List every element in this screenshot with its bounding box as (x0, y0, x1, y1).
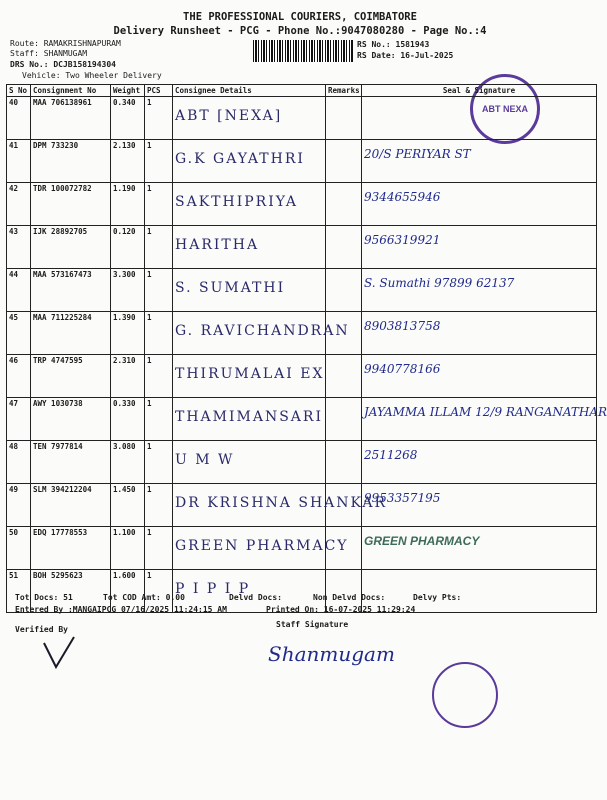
table-row (7, 312, 597, 355)
drs-value: DCJB158194304 (53, 60, 116, 69)
row-consignee-cell (173, 312, 350, 355)
row-consignee: HARITHA (175, 237, 260, 253)
row-weight: 0.330 (111, 398, 145, 441)
row-consignment: MAA 711225284 (31, 312, 111, 355)
tot-cod-amt: Tot COD Amt: 0.00 (103, 593, 185, 602)
vehicle-label: Vehicle: (22, 71, 61, 80)
row-weight: 3.080 (111, 441, 145, 484)
row-sno: 48 (7, 441, 31, 484)
row-pcs: 1 (145, 140, 173, 183)
row-seal-cell (362, 97, 597, 140)
barcode-image (253, 40, 353, 62)
row-seal-cell (362, 226, 597, 269)
table-row (7, 398, 597, 441)
row-consignee-cell (173, 355, 326, 398)
row-pcs: 1 (145, 312, 173, 355)
row-signature: 20/S PERIYAR ST (364, 147, 471, 161)
staff-value: SHANMUGAM (43, 49, 88, 58)
row-consignee: SAKTHIPRIYA (175, 194, 298, 210)
vehicle-line (22, 71, 162, 80)
row-consignee: P I P I P (175, 581, 251, 597)
row-consignment: DPM 733230 (31, 140, 111, 183)
row-consignee: U M W (175, 452, 235, 468)
verified-by-label: Verified By (15, 625, 68, 634)
company-title: THE PROFESSIONAL COURIERS, COIMBATORE (183, 11, 417, 23)
row-pcs: 1 (145, 441, 173, 484)
table-row (7, 183, 597, 226)
table-row (7, 140, 597, 183)
row-pcs: 1 (145, 97, 173, 140)
row-weight: 1.390 (111, 312, 145, 355)
row-pcs: 1 (145, 484, 173, 527)
table-row (7, 97, 597, 140)
staff-label: Staff: (10, 49, 39, 58)
row-pcs: 1 (145, 183, 173, 226)
staff-line (10, 49, 87, 58)
round-seal-stamp (432, 662, 498, 728)
row-signature: 2511268 (364, 448, 418, 462)
row-sno: 43 (7, 226, 31, 269)
row-consignee: S. SUMATHI (175, 280, 286, 296)
delvd-docs: Delvd Docs: (229, 593, 282, 602)
row-remarks (326, 183, 362, 226)
row-consignee-cell (173, 441, 326, 484)
col-seal: Seal & Signature (362, 85, 597, 97)
staff-signature-handwriting: Shanmugam (268, 642, 395, 666)
row-consignee-cell (173, 398, 326, 441)
runsheet-table (6, 84, 607, 613)
row-pcs: 1 (145, 226, 173, 269)
row-pcs: 1 (145, 570, 173, 613)
row-sno: 41 (7, 140, 31, 183)
vehicle-value: Two Wheeler Delivery (65, 71, 162, 80)
table-row (7, 226, 597, 269)
table-row (7, 269, 597, 312)
verified-checkmark (40, 635, 80, 671)
col-weight: Weight (111, 85, 145, 97)
printed-on: Printed On: 16-07-2025 11:29:24 (266, 605, 416, 614)
row-consignee: G. RAVICHANDRAN (175, 323, 350, 339)
row-seal-cell (362, 312, 597, 355)
rs-date-value: 16-Jul-2025 (400, 51, 454, 60)
row-consignee: THIRUMALAI EX (175, 366, 325, 382)
row-consignment: AWY 1030738 (31, 398, 111, 441)
row-remarks (326, 97, 362, 140)
non-delvd-docs: Non Delvd Docs: (313, 593, 386, 602)
col-remarks: Remarks (326, 85, 362, 97)
row-sno: 46 (7, 355, 31, 398)
row-consignee: GREEN PHARMACY (175, 538, 349, 554)
row-seal-cell (362, 441, 597, 484)
row-weight: 1.600 (111, 570, 145, 613)
row-weight: 0.340 (111, 97, 145, 140)
row-consignee-cell (173, 484, 388, 527)
row-consignment: TDR 100072782 (31, 183, 111, 226)
row-remarks (326, 226, 362, 269)
table-row (7, 484, 597, 527)
row-sno: 42 (7, 183, 31, 226)
row-sno: 49 (7, 484, 31, 527)
row-consignee-cell (173, 269, 326, 312)
rs-no-label: RS No.: (357, 40, 391, 49)
entered-by: Entered By :MANGAIPCG 07/16/2025 11:24:15 AM (15, 605, 227, 614)
row-sno: 50 (7, 527, 31, 570)
rs-no-value: 1581943 (395, 40, 430, 49)
row-seal-cell (362, 527, 597, 570)
row-remarks (326, 140, 362, 183)
row-remarks (326, 441, 362, 484)
row-pcs: 1 (145, 269, 173, 312)
drs-line (10, 60, 116, 69)
row-remarks (326, 269, 362, 312)
route-line (10, 39, 121, 48)
row-weight: 2.310 (111, 355, 145, 398)
row-sno: 51 (7, 570, 31, 613)
row-consignee: THAMIMANSARI (175, 409, 323, 425)
runsheet-subtitle: Delivery Runsheet - PCG - Phone No.:9047080280 - Page No.:4 (113, 25, 487, 37)
row-seal-cell (362, 355, 597, 398)
row-consignment: IJK 28892705 (31, 226, 111, 269)
table-row (7, 527, 597, 570)
row-consignee: DR KRISHNA SHANKAR (175, 495, 388, 511)
col-pcs: PCS (145, 85, 173, 97)
table-row (7, 355, 597, 398)
route-label: Route: (10, 39, 39, 48)
row-signature: 9953357195 (364, 491, 441, 505)
seal-text: ABT NEXA (481, 104, 528, 114)
tot-docs: Tot Docs: 51 (15, 593, 73, 602)
row-weight: 3.300 (111, 269, 145, 312)
drs-label: DRS No.: (10, 60, 49, 69)
row-consignment: MAA 706138961 (31, 97, 111, 140)
row-remarks (326, 355, 362, 398)
row-consignment: BOH 5295623 (31, 570, 111, 613)
row-weight: 0.120 (111, 226, 145, 269)
row-signature: JAYAMMA ILLAM 12/9 RANGANATHAR (364, 405, 607, 419)
row-signature: 9566319921 (364, 233, 441, 247)
row-consignment: MAA 573167473 (31, 269, 111, 312)
row-sno: 44 (7, 269, 31, 312)
row-signature: 8903813758 (364, 319, 441, 333)
row-remarks (326, 398, 362, 441)
route-value: RAMAKRISHNAPURAM (43, 39, 121, 48)
row-weight: 1.190 (111, 183, 145, 226)
row-consignment: SLM 394212204 (31, 484, 111, 527)
col-consignee: Consignee Details (173, 85, 326, 97)
row-consignment: TRP 4747595 (31, 355, 111, 398)
row-consignee-cell (173, 183, 326, 226)
row-pcs: 1 (145, 355, 173, 398)
row-consignee: G.K GAYATHRI (175, 151, 305, 167)
row-consignment: TEN 7977814 (31, 441, 111, 484)
col-consignment: Consignment No (31, 85, 111, 97)
rs-no-line (357, 40, 429, 49)
row-seal-cell (362, 398, 607, 441)
row-consignee: ABT [NEXA] (175, 108, 283, 124)
staff-signature-label: Staff Signature (276, 620, 349, 629)
rs-date-line (357, 51, 453, 60)
row-sno: 45 (7, 312, 31, 355)
row-seal-cell (362, 484, 597, 527)
row-pcs: 1 (145, 527, 173, 570)
table-header-row (7, 85, 597, 97)
row-weight: 1.100 (111, 527, 145, 570)
row-consignee-cell (173, 527, 349, 570)
row-seal-cell (362, 183, 597, 226)
row-weight: 1.450 (111, 484, 145, 527)
row-sno: 47 (7, 398, 31, 441)
row-seal-cell (362, 269, 597, 312)
row-seal-cell (362, 140, 597, 183)
row-signature: 9940778166 (364, 362, 441, 376)
row-consignee-cell (173, 140, 326, 183)
row-signature: 9344655946 (364, 190, 441, 204)
row-consignee-cell (173, 226, 326, 269)
row-consignee-cell (173, 97, 326, 140)
rs-date-label: RS Date: (357, 51, 396, 60)
row-signature: S. Sumathi 97899 62137 (364, 276, 515, 290)
col-sno: S No (7, 85, 31, 97)
green-pharmacy-stamp: GREEN PHARMACY (364, 534, 480, 548)
row-consignment: EDQ 17778553 (31, 527, 111, 570)
table-row (7, 441, 597, 484)
row-pcs: 1 (145, 398, 173, 441)
row-weight: 2.130 (111, 140, 145, 183)
delvy-pts: Delvy Pts: (413, 593, 462, 602)
row-sno: 40 (7, 97, 31, 140)
